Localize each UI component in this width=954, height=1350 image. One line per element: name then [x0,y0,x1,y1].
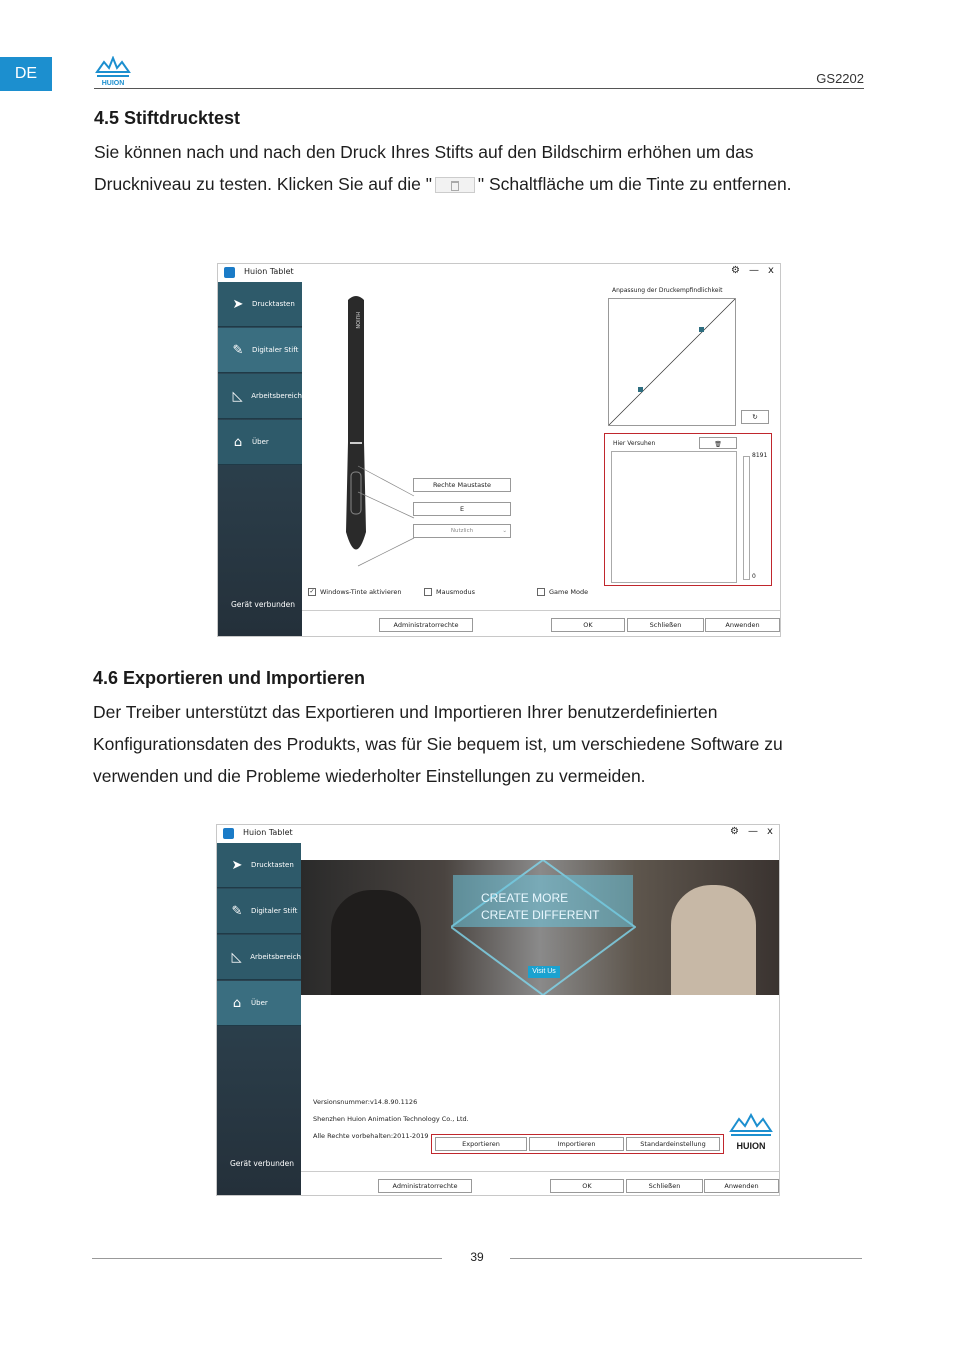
curve-point[interactable] [699,327,704,332]
window-title: Huion Tablet [244,267,294,276]
section-4-6-text [93,696,863,792]
game-mode-checkbox[interactable]: Game Mode [537,588,588,596]
triangle-icon: ◺ [232,388,243,404]
footer-divider [302,610,780,611]
curve-point[interactable] [638,387,643,392]
sidebar-item-arbeitsbereich[interactable]: ◺ Arbeitsbereich [218,374,302,419]
trash-icon: 🗑 [714,441,722,448]
ok-button[interactable]: OK [550,1179,624,1193]
visit-us-button[interactable]: Visit Us [528,966,560,978]
model-name: GS2202 [816,71,864,86]
footer-line-left [92,1258,442,1259]
close-icon[interactable]: x [767,826,773,837]
footer-divider [301,1171,779,1172]
pressure-max: 8191 [752,452,768,459]
sidebar-item-drucktasten[interactable]: ➤ Drucktasten [217,843,301,888]
para-line: Der Treiber unterstützt das Exportieren und Importieren Ihrer benutzerdefinierten [93,702,718,722]
para-line: Konfigurationsdaten des Produkts, was für Sie bequem ist, um verschiedene Software zu [93,734,783,754]
upper-button-field[interactable]: Rechte Maustaste [413,478,511,492]
pen-callout-lines [348,454,418,574]
pen-icon: ✎ [232,342,244,358]
lower-button-field[interactable]: E [413,502,511,516]
close-button[interactable]: Schließen [626,1179,703,1193]
section-title-4-6: 4.6 Exportieren und Importieren [93,668,366,688]
para-line: Druckniveau zu testen. Klicken Sie auf die " " Schaltfläche um die Tinte zu entfernen. [94,174,792,194]
company-name: Shenzhen Huion Animation Technology Co., Ltd. [313,1115,469,1123]
function-dropdown[interactable]: Nutzlich ⌄ [413,524,511,538]
app-icon [223,828,234,839]
send-icon: ➤ [231,857,243,873]
settings-icon[interactable]: ⚙ [730,826,739,837]
pressure-curve[interactable] [608,298,736,426]
app-icon [224,267,235,278]
ok-button[interactable]: OK [551,618,625,632]
logo-text: HUION [736,1141,766,1151]
close-button[interactable]: Schließen [627,618,704,632]
home-icon: ⌂ [232,995,242,1011]
title-bar [217,825,779,843]
apply-button[interactable]: Anwenden [705,618,780,632]
minimize-icon[interactable]: — [749,265,759,276]
checkmark-icon: ✓ [309,588,315,595]
admin-button[interactable]: Administratorrechte [379,618,473,632]
page-number: 39 [470,1250,484,1264]
version-number: Versionsnummer:v14.8.90.1126 [313,1098,418,1106]
connection-status: Gerät verbunden [231,600,295,609]
sidebar-item-digitaler-stift[interactable]: ✎ Digitaler Stift [218,328,302,373]
section-4-5-text [94,136,864,200]
language-tab: DE [0,57,52,91]
clear-ink-button[interactable] [699,437,737,449]
section-title-4-5: 4.5 Stiftdrucktest [94,108,241,128]
sidebar-item-ueber[interactable]: ⌂ Über [217,981,301,1026]
sidebar [218,282,302,636]
huion-window-pen [217,263,781,637]
mouse-mode-checkbox[interactable]: Mausmodus [424,588,475,596]
triangle-icon: ◺ [231,949,242,965]
banner-headline: CREATE MORE CREATE DIFFERENT [481,891,600,922]
footer-line-right [510,1258,862,1259]
apply-button[interactable]: Anwenden [704,1179,779,1193]
test-area-title: Hier Versuhen [613,440,656,447]
windows-ink-checkbox[interactable]: ✓ Windows-Tinte aktivieren [309,588,402,596]
logo-text: HUION [101,80,125,86]
minimize-icon[interactable]: — [748,826,758,837]
promo-banner [301,860,779,995]
close-icon[interactable]: x [768,265,774,276]
huion-logo-icon [94,56,132,86]
connection-status: Gerät verbunden [230,1159,294,1168]
settings-icon[interactable]: ⚙ [731,265,740,276]
copyright: Alle Rechte vorbehalten:2011-2019 [313,1132,429,1140]
send-icon: ➤ [232,296,244,312]
refresh-icon: ↻ [752,413,758,421]
artist-silhouette [671,885,756,995]
huion-window-about [216,824,780,1196]
sidebar-item-arbeitsbereich[interactable]: ◺ Arbeitsbereich [217,935,301,980]
home-icon: ⌂ [233,434,243,450]
drawing-canvas[interactable] [611,451,737,583]
chevron-down-icon: ⌄ [502,528,507,534]
pressure-bar [743,456,750,580]
sidebar [217,843,301,1195]
reset-curve-button[interactable] [741,410,769,424]
header-divider [94,88,864,89]
pen-brand: HUION [354,312,360,329]
import-button[interactable]: Importieren [529,1137,624,1151]
title-bar [218,264,780,282]
artist-silhouette [331,890,421,995]
window-title: Huion Tablet [243,828,293,837]
sidebar-item-digitaler-stift[interactable]: ✎ Digitaler Stift [217,889,301,934]
pressure-min: 0 [752,573,756,580]
default-settings-button[interactable]: Standardeinstellung [626,1137,720,1151]
para-line: Sie können nach und nach den Druck Ihres Stifts auf den Bildschirm erhöhen um das [94,142,754,162]
huion-logo-icon [727,1113,775,1153]
curve-title: Anpassung der Druckempfindlichkeit [612,287,723,294]
para-line: verwenden und die Probleme wiederholter Einstellungen zu vermeiden. [93,766,646,786]
sidebar-item-ueber[interactable]: ⌂ Über [218,420,302,465]
clear-ink-icon [435,177,475,193]
pen-icon: ✎ [231,903,243,919]
export-button[interactable]: Exportieren [435,1137,527,1151]
admin-button[interactable]: Administratorrechte [378,1179,472,1193]
sidebar-item-drucktasten[interactable]: ➤ Drucktasten [218,282,302,327]
